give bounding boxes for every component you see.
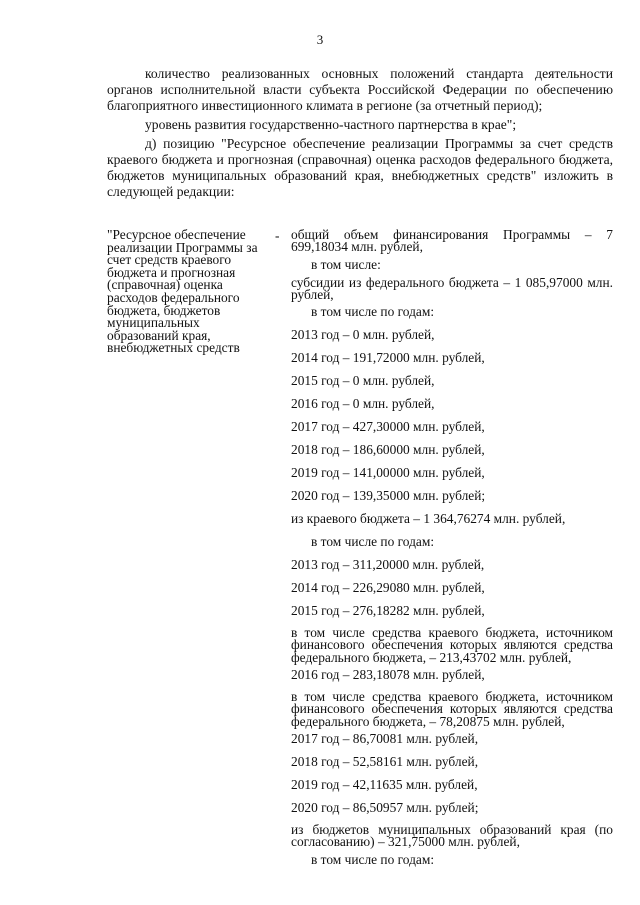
federal-year-row: 2013 год – 0 млн. рублей, [291,327,435,343]
regional-2016-note: в том числе средства краевого бюджета, источником финансового обеспечения которых являются средства федерального бюджета, – 78,20875 млн. рублей, [291,689,613,729]
regional-year-row: 2015 год – 276,18282 млн. рублей, [291,603,485,619]
regional-budget: из краевого бюджета – 1 364,76274 млн. рублей, [291,511,566,527]
total-funding: общий объем финансирования Программы – 7 699,18034 млн. рублей, [291,227,613,255]
position-label: "Ресурсное обеспечение реализации Программы за счет средств краевого бюджета и прогнозная (справочная) оценка расходов федерального бюджета, бюджетов муниципальных образований края, внебюджетных средств [107,227,258,356]
federal-year-row: 2015 год – 0 млн. рублей, [291,373,435,389]
intro-paragraph-2: уровень развития государственно-частного партнерства в крае"; [145,117,517,132]
regional-year-row: 2013 год – 311,20000 млн. рублей, [291,557,485,573]
federal-year-row: 2014 год – 191,72000 млн. рублей, [291,350,485,366]
regional-year-row: 2020 год – 86,50957 млн. рублей; [291,799,479,815]
federal-year-row: 2018 год – 186,60000 млн. рублей, [291,442,485,458]
funding-details [291,229,613,872]
including-heading: в том числе: [311,256,381,272]
regional-year-row: 2018 год – 52,58161 млн. рублей, [291,753,479,769]
by-years-heading: в том числе по годам: [311,304,435,320]
page-number: 3 [316,32,324,47]
regional-year-row: 2019 год – 42,11635 млн. рублей, [291,776,478,792]
federal-year-row: 2017 год – 427,30000 млн. рублей, [291,419,485,435]
intro-text [107,66,613,203]
regional-year-row: 2014 год – 226,29080 млн. рублей, [291,580,485,596]
federal-year-row: 2016 год – 0 млн. рублей, [291,396,435,412]
intro-paragraph-3: д) позицию "Ресурсное обеспечение реализации Программы за счет средств краевого бюджета и прогнозная (справочная) оценка расходов федерального бюджета, бюджетов муниципальных образований края, внебюджетных средств" изложить в следующей редакции: [107,136,613,199]
intro-paragraph-1: количество реализованных основных положений стандарта деятельности органов исполнительной власти субъекта Российской Федерации по обеспечению благоприятного инвестиционного климата в регионе (за отчетный период); [107,66,613,113]
municipal-budget: из бюджетов муниципальных образований края (по согласованию) – 321,75000 млн. рублей, [291,821,613,850]
federal-subsidies: субсидии из федерального бюджета – 1 085,97000 млн. рублей, [291,274,613,302]
federal-year-row: 2020 год – 139,35000 млн. рублей; [291,488,486,504]
regional-2015-note: в том числе средства краевого бюджета, источником финансового обеспечения которых являются средства федерального бюджета, – 213,43702 млн. рублей, [291,625,613,665]
federal-year-row: 2019 год – 141,00000 млн. рублей, [291,465,485,481]
separator-dash: - [275,228,280,243]
regional-year-row: 2016 год – 283,18078 млн. рублей, [291,667,485,683]
by-years-heading: в том числе по годам: [311,534,435,550]
by-years-heading: в том числе по годам: [311,851,435,867]
regional-year-row: 2017 год – 86,70081 млн. рублей, [291,730,479,746]
